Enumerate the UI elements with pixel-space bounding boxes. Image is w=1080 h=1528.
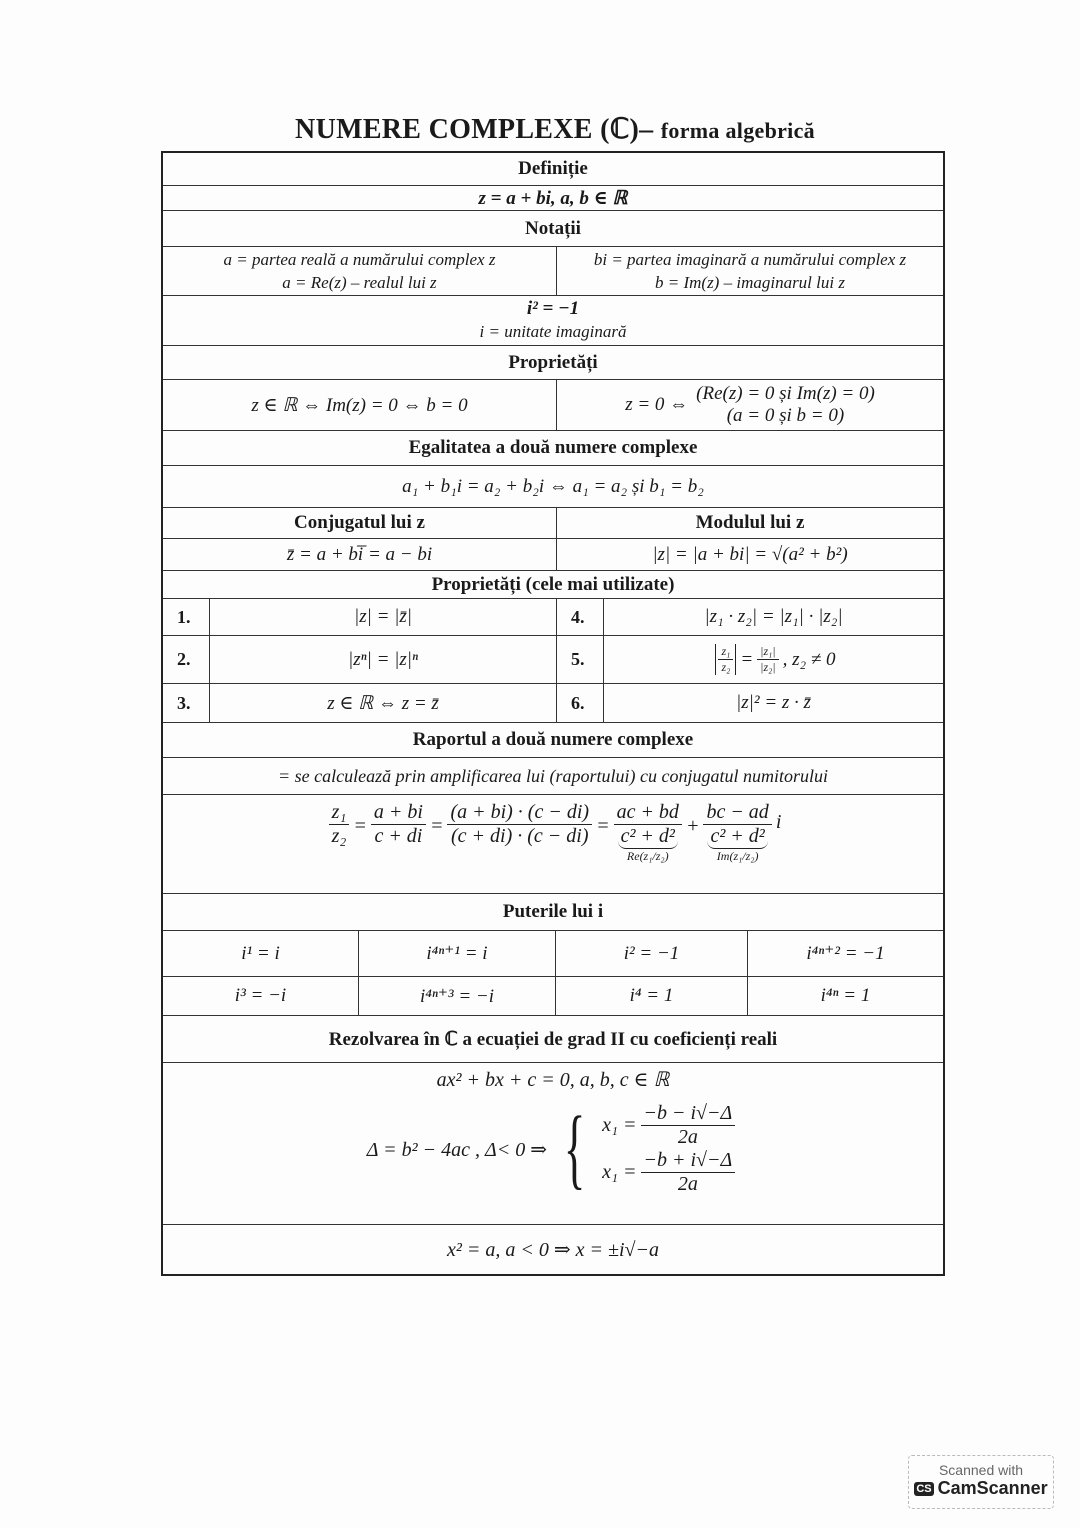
- powers-row: [163, 977, 943, 1016]
- notatii-heading: Notații: [525, 217, 581, 239]
- frac-num: z₁: [718, 644, 733, 660]
- frac-num: bc − ad: [703, 801, 771, 825]
- brace-icon: {: [563, 1099, 586, 1198]
- frac-num: (a + bi) · (c − di): [447, 801, 592, 825]
- ecuatie-heading: Rezolvarea în ℂ a ecuației de grad II cu coeficienți reali: [328, 1028, 778, 1050]
- property-number: 1.: [177, 606, 191, 627]
- camscanner-logo-icon: CS: [916, 1482, 932, 1495]
- power-cell: i² = −1: [555, 931, 747, 976]
- frac-den: |z₂|: [760, 660, 776, 674]
- frac-den: c² + d²: [707, 825, 767, 849]
- imag-unit: i: [775, 811, 782, 833]
- property-formula: |zⁿ| = |z|ⁿ: [209, 636, 556, 683]
- zero-property-prefix: z = 0 ⇔: [625, 394, 689, 415]
- raport-desc: = se calculează prin amplificarea lui (raportului) cu conjugatul numitorului: [278, 765, 828, 786]
- plus: +: [685, 815, 700, 837]
- property-row: [163, 599, 943, 636]
- x1-label: x₁ =: [602, 1114, 637, 1136]
- egalitate-formula: a₁ + b₁i = a₂ + b₂i ⇔ a₁ = a₂ și b₁ = b₂: [402, 475, 704, 497]
- powers-row: [163, 931, 943, 977]
- notatii-left: [163, 247, 556, 295]
- zero-property-line2: (a = 0 și b = 0): [726, 405, 845, 426]
- property-number: 3.: [177, 692, 191, 713]
- equals: =: [429, 815, 444, 837]
- frac-den: 2a: [677, 1126, 698, 1148]
- puteri-heading: Puterile lui i: [502, 901, 604, 922]
- condition: , z₂ ≠ 0: [782, 648, 836, 670]
- equals: =: [740, 648, 754, 670]
- raport-heading: Raportul a două numere complexe: [412, 729, 694, 750]
- frac-den: 2a: [677, 1173, 698, 1195]
- zero-property-line1: (Re(z) = 0 și Im(z) = 0): [696, 383, 875, 404]
- real-part-def: a = partea reală a numărului complex z: [223, 250, 496, 269]
- real-part-notation: a = Re(z) – realul lui z: [282, 273, 437, 292]
- frac-num: |z₁|: [757, 644, 778, 660]
- quadratic-equation: ax² + bx + c = 0, a, b, c ∈ ℝ: [436, 1069, 670, 1091]
- badge-line1: Scanned with: [938, 1462, 1024, 1478]
- formula-table: [161, 151, 945, 1276]
- power-cell: i³ = −i: [234, 985, 287, 1006]
- property-formula: |z| = |z̄|: [209, 599, 556, 635]
- frac-num: z₁: [329, 801, 350, 825]
- power-cell: i⁴ = 1: [555, 977, 747, 1015]
- frac-num: a + bi: [371, 801, 426, 825]
- frac-den: c² + d²: [618, 825, 678, 849]
- i-squared: i² = −1: [526, 298, 580, 319]
- title-main: NUMERE COMPLEXE (ℂ)–: [295, 114, 654, 145]
- conjugat-formula: z̄ = a + bi̅ = a − bi: [286, 543, 433, 565]
- property-row: [163, 636, 943, 684]
- imag-part-notation: b = Im(z) – imaginarul lui z: [655, 273, 845, 292]
- raport-formula: [163, 795, 943, 893]
- power-cell: i⁴ⁿ⁺³ = −i: [358, 977, 555, 1015]
- frac-num: ac + bd: [614, 801, 682, 825]
- power-cell: i¹ = i: [241, 942, 280, 964]
- i-desc: i = unitate imaginară: [479, 322, 627, 341]
- property-formula: z ∈ ℝ ⇔ z = z̄: [209, 684, 556, 722]
- property-number: 6.: [556, 684, 603, 722]
- egalitate-heading: Egalitatea a două numere complexe: [408, 437, 698, 458]
- property-number: 2.: [177, 649, 191, 669]
- modul-formula: |z| = |a + bi| = √(a² + b²): [556, 539, 943, 570]
- proprietati-utilizate-heading: Proprietăți (cele mai utilizate): [431, 573, 675, 595]
- power-cell: i⁴ⁿ⁺² = −1: [747, 931, 943, 976]
- property-row: [163, 684, 943, 723]
- frac-den: z₂: [721, 660, 731, 674]
- x2-label: x₁ =: [602, 1161, 637, 1183]
- frac-num: −b + i√−Δ: [641, 1149, 736, 1173]
- equals: =: [596, 815, 610, 837]
- power-cell: i⁴ⁿ = 1: [747, 977, 943, 1015]
- delta-formula: Δ = b² − 4ac , Δ< 0 ⇒: [366, 1138, 547, 1161]
- re-label: Re(z₁/z₂): [626, 849, 669, 863]
- equals: =: [353, 815, 367, 837]
- property-formula: |z₁ · z₂| = |z₁| · |z₂|: [603, 599, 943, 635]
- conjugat-heading: Conjugatul lui z: [294, 512, 425, 533]
- frac-den: (c + di) · (c − di): [451, 825, 589, 847]
- title-sub: forma algebrică: [660, 118, 815, 143]
- real-property: z ∈ ℝ ⇔ Im(z) = 0 ⇔ b = 0: [251, 394, 468, 416]
- page-title: [0, 112, 1080, 146]
- definitie-heading: Definiție: [518, 158, 588, 179]
- property-formula: [603, 636, 943, 683]
- pure-imaginary-roots: x² = a, a < 0 ⇒ x = ±i√−a: [446, 1239, 659, 1261]
- definitie-heading-row: [163, 153, 943, 186]
- im-label: Im(z₁/z₂): [716, 849, 759, 863]
- frac-num: −b − i√−Δ: [641, 1102, 736, 1126]
- definitie-formula: z = a + bi, a, b ∈ ℝ: [478, 187, 628, 209]
- frac-den: z₂: [331, 825, 347, 847]
- power-cell: i⁴ⁿ⁺¹ = i: [358, 931, 555, 976]
- complex-roots: [366, 1099, 740, 1198]
- notatii-right: [556, 247, 943, 295]
- property-formula: |z|² = z · z̄: [603, 684, 943, 722]
- camscanner-badge: [908, 1455, 1054, 1509]
- frac-den: c + di: [374, 825, 423, 847]
- property-number: 4.: [556, 599, 603, 635]
- badge-line2: CamScanner: [937, 1478, 1048, 1498]
- imag-part-def: bi = partea imaginară a numărului complex z: [593, 250, 907, 269]
- property-number: 5.: [556, 636, 603, 683]
- proprietati-heading: Proprietăți: [508, 351, 598, 373]
- modul-heading: Modulul lui z: [556, 508, 943, 538]
